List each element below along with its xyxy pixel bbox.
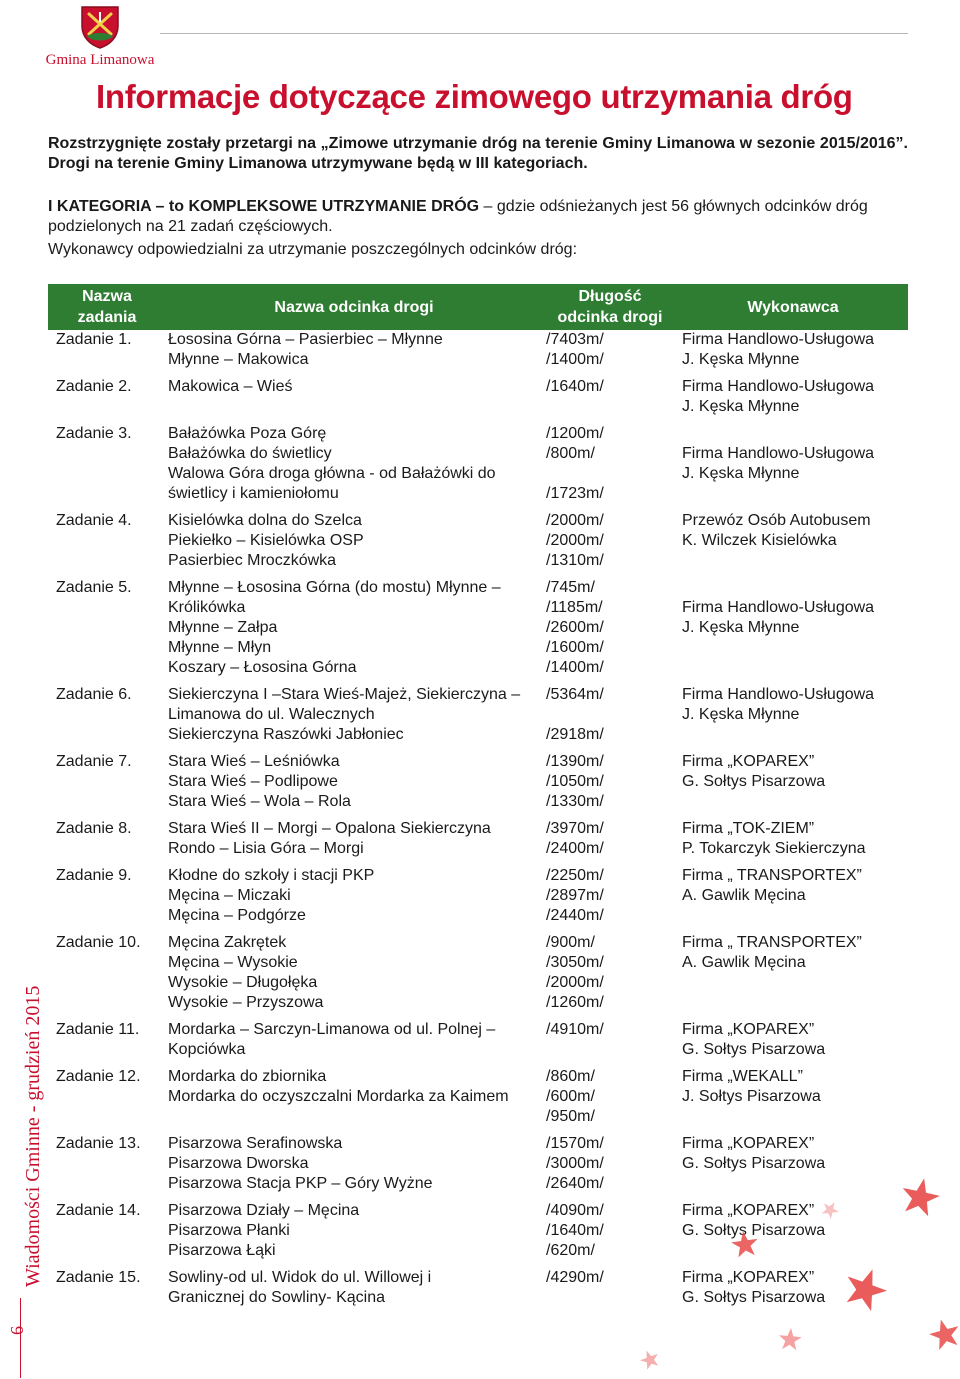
contractor-line: J. Kęska Młynne	[682, 465, 800, 482]
contractor-line: Firma „KOPAREX”	[682, 1021, 815, 1038]
task-cell	[48, 424, 162, 511]
road-segment: Pisarzowa Płanki	[168, 1222, 290, 1239]
road-length: /900m/	[546, 934, 595, 951]
contractor-line: J. Kęska Młynne	[682, 619, 800, 636]
task-cell	[48, 377, 162, 424]
length-cell	[544, 424, 678, 511]
contractor-cell	[678, 330, 908, 377]
road-cell	[162, 1134, 544, 1201]
contractor-line: G. Sołtys Pisarzowa	[682, 1041, 826, 1058]
contractor-line: Firma Handlowo-Usługowa	[682, 686, 875, 703]
task-cell	[48, 866, 162, 933]
road-segment: Siekierczyna Raszówki Jabłoniec	[168, 726, 404, 743]
road-segment: Kisielówka dolna do Szelca	[168, 512, 362, 529]
task-name: Zadanie 11.	[56, 1021, 140, 1038]
length-cell	[544, 933, 678, 1020]
road-cell	[162, 424, 544, 511]
task-name: Zadanie 3.	[56, 425, 132, 442]
road-length: /3050m/	[546, 954, 604, 971]
road-segment: Łososina Górna – Pasierbiec – Młynne	[168, 331, 443, 348]
contractor-line: Firma „ TRANSPORTEX”	[682, 934, 862, 951]
category-title: I KATEGORIA – to KOMPLEKSOWE UTRZYMANIE DRÓG	[48, 198, 480, 215]
road-length: /3970m/	[546, 820, 604, 837]
road-cell	[162, 1201, 544, 1268]
contractor-line: Firma Handlowo-Usługowa	[682, 331, 875, 348]
road-segment: Młynne – Makowica	[168, 351, 309, 368]
contractor-line: Firma „KOPAREX”	[682, 1135, 815, 1152]
road-length: /1200m/	[546, 425, 604, 442]
road-segment: Sowliny-od ul. Widok do ul. Willowej i	[168, 1269, 432, 1286]
road-segment: Koszary – Łososina Górna	[168, 659, 357, 676]
road-length: /2640m/	[546, 1175, 604, 1192]
road-segment: Stara Wieś – Wola – Rola	[168, 793, 351, 810]
table-row	[48, 819, 908, 866]
length-cell	[544, 866, 678, 933]
contractor-line: G. Sołtys Pisarzowa	[682, 1155, 826, 1172]
contractors-intro: Wykonawcy odpowiedzialni za utrzymanie poszczególnych odcinków dróg:	[48, 241, 578, 258]
road-segment: Pasierbiec Mroczkówka	[168, 552, 337, 569]
road-cell	[162, 866, 544, 933]
road-length: /2600m/	[546, 619, 604, 636]
task-name: Zadanie 8.	[56, 820, 132, 837]
contractor-line: Firma „TOK-ZIEM”	[682, 820, 815, 837]
road-length: /1390m/	[546, 753, 604, 770]
road-segment: Kopciówka	[168, 1041, 246, 1058]
road-length: /5364m/	[546, 686, 604, 703]
road-length: /1723m/	[546, 485, 604, 502]
road-segment: Wysokie – Długołęka	[168, 974, 318, 991]
road-segment: świetlicy i kamieniołomu	[168, 485, 339, 502]
contractor-cell	[678, 511, 908, 578]
road-length: /4290m/	[546, 1269, 604, 1286]
road-length: /2250m/	[546, 867, 604, 884]
contractor-line: Firma Handlowo-Usługowa	[682, 378, 875, 395]
road-segment: Mordarka – Sarczyn-Limanowa od ul. Polnej –	[168, 1021, 496, 1038]
task-name: Zadanie 13.	[56, 1135, 141, 1152]
road-segment: Stara Wieś – Leśniówka	[168, 753, 340, 770]
road-segment: Rondo – Lisia Góra – Morgi	[168, 840, 364, 857]
road-length: /860m/	[546, 1068, 595, 1085]
road-length	[546, 705, 674, 725]
table-row	[48, 1020, 908, 1067]
road-cell	[162, 1020, 544, 1067]
publication-label: Wiadomości Gminne - grudzień 2015	[22, 985, 44, 1287]
intro-paragraph: Rozstrzygnięte zostały przetargi na „Zimowe utrzymanie dróg na terenie Gminy Limanowa w sezonie 2015/2016”. Drogi na terenie Gminy Limanowa utrzymywane będą w III kategoriach.	[48, 135, 908, 172]
contractor-line: G. Sołtys Pisarzowa	[682, 1289, 826, 1306]
task-name: Zadanie 5.	[56, 579, 132, 596]
contractor-line: J. Kęska Młynne	[682, 398, 800, 415]
road-length: /2000m/	[546, 512, 604, 529]
task-cell	[48, 1020, 162, 1067]
road-segment: Siekierczyna I –Stara Wieś-Majeż, Siekierczyna –	[168, 686, 521, 703]
contractor-line: Przewóz Osób Autobusem	[682, 512, 871, 529]
road-segment: Makowica – Wieś	[168, 378, 293, 395]
road-segment: Walowa Góra droga główna - od Bałażówki do	[168, 465, 496, 482]
road-cell	[162, 685, 544, 752]
road-length: /1640m/	[546, 378, 604, 395]
task-cell	[48, 1201, 162, 1268]
road-segment: Piekiełko – Kisielówka OSP	[168, 532, 364, 549]
table-row	[48, 424, 908, 511]
table-row	[48, 685, 908, 752]
category-description: – gdzie odśnieżanych jest 56 głównych odcinków dróg podzielonych na 21 zadań częściowych.	[48, 198, 868, 235]
table-row	[48, 578, 908, 685]
road-segment: Wysokie – Przyszowa	[168, 994, 324, 1011]
task-name: Zadanie 7.	[56, 753, 132, 770]
roads-table	[48, 284, 908, 1315]
road-length: /2000m/	[546, 532, 604, 549]
roads-table-body	[48, 330, 908, 1315]
contractor-line: A. Gawlik Męcina	[682, 887, 806, 904]
road-length: /1640m/	[546, 1222, 604, 1239]
contractor-cell	[678, 424, 908, 511]
contractor-line: Firma Handlowo-Usługowa	[682, 599, 875, 616]
road-cell	[162, 578, 544, 685]
road-length: /2000m/	[546, 974, 604, 991]
contractor-line: Firma „ TRANSPORTEX”	[682, 867, 862, 884]
contractor-cell	[678, 866, 908, 933]
road-length: /800m/	[546, 445, 595, 462]
header-divider	[160, 33, 908, 34]
logo-text: Gmina Limanowa	[45, 52, 155, 68]
road-cell	[162, 511, 544, 578]
contractor-cell	[678, 377, 908, 424]
task-name: Zadanie 10.	[56, 934, 141, 951]
task-name: Zadanie 1.	[56, 331, 132, 348]
length-cell	[544, 1020, 678, 1067]
contractor-cell	[678, 752, 908, 819]
header-contractor: Wykonawca	[678, 284, 908, 330]
road-length: /745m/	[546, 579, 595, 596]
road-length: /2400m/	[546, 840, 604, 857]
table-row	[48, 377, 908, 424]
road-cell	[162, 819, 544, 866]
length-cell	[544, 330, 678, 377]
contractor-line: Firma „KOPAREX”	[682, 1202, 815, 1219]
task-name: Zadanie 2.	[56, 378, 132, 395]
road-length: /1185m/	[546, 599, 603, 616]
road-length: /7403m/	[546, 331, 604, 348]
road-length: /4910m/	[546, 1021, 604, 1038]
road-segment: Bałażówka do świetlicy	[168, 445, 332, 462]
page-title: Informacje dotyczące zimowego utrzymania dróg	[96, 78, 853, 115]
task-name: Zadanie 12.	[56, 1068, 141, 1085]
road-length: /950m/	[546, 1108, 595, 1125]
star-icon	[898, 1174, 943, 1217]
contractor-cell	[678, 578, 908, 685]
contractor-line: J. Kęska Młynne	[682, 706, 800, 723]
contractor-line: Firma „KOPAREX”	[682, 1269, 815, 1286]
contractor-cell	[678, 933, 908, 1020]
category-paragraph	[48, 197, 908, 237]
road-cell	[162, 933, 544, 1020]
contractor-line: P. Tokarczyk Siekierczyna	[682, 840, 866, 857]
road-cell	[162, 1268, 544, 1315]
road-length: /3000m/	[546, 1155, 604, 1172]
road-segment: Pisarzowa Serafinowska	[168, 1135, 343, 1152]
sidebar-divider	[20, 1298, 21, 1378]
task-cell	[48, 1268, 162, 1315]
length-cell	[544, 511, 678, 578]
task-cell	[48, 1134, 162, 1201]
contractor-line: A. Gawlik Męcina	[682, 954, 806, 971]
star-icon	[730, 1229, 760, 1258]
contractor-cell	[678, 685, 908, 752]
task-cell	[48, 330, 162, 377]
length-cell	[544, 685, 678, 752]
task-name: Zadanie 15.	[56, 1269, 141, 1286]
road-cell	[162, 330, 544, 377]
gmina-logo	[44, 4, 156, 69]
road-length: /2897m/	[546, 887, 604, 904]
road-length: /1260m/	[546, 994, 604, 1011]
road-segment: Męcina – Wysokie	[168, 954, 298, 971]
road-length: /2440m/	[546, 907, 604, 924]
table-header-row	[48, 284, 908, 330]
road-segment: Pisarzowa Stacja PKP – Góry Wyżne	[168, 1175, 433, 1192]
road-length: /1400m/	[546, 351, 604, 368]
road-length: /1050m/	[546, 773, 604, 790]
road-segment: Kłodne do szkoły i stacji PKP	[168, 867, 375, 884]
page-number: 6	[7, 1326, 27, 1335]
road-length: /620m/	[546, 1242, 595, 1259]
road-segment: Męcina – Miczaki	[168, 887, 291, 904]
star-icon	[638, 1347, 662, 1371]
contractor-line: J. Sołtys Pisarzowa	[682, 1088, 821, 1105]
road-segment: Młynne – Łososina Górna (do mostu) Młynne –	[168, 579, 501, 596]
road-length: /600m/	[546, 1088, 595, 1105]
road-segment: Pisarzowa Dworska	[168, 1155, 309, 1172]
header-length: Długość odcinka drogi	[544, 284, 678, 330]
task-name: Zadanie 6.	[56, 686, 132, 703]
contractor-cell	[678, 819, 908, 866]
contractor-line: Firma Handlowo-Usługowa	[682, 445, 875, 462]
road-segment: Męcina – Podgórze	[168, 907, 306, 924]
road-segment: Stara Wieś – Podlipowe	[168, 773, 338, 790]
task-name: Zadanie 4.	[56, 512, 132, 529]
length-cell	[544, 819, 678, 866]
star-icon	[839, 1262, 892, 1314]
task-cell	[48, 578, 162, 685]
task-cell	[48, 1067, 162, 1134]
decorative-stars	[590, 1170, 960, 1379]
contractor-line	[682, 578, 904, 598]
table-row	[48, 752, 908, 819]
road-length: /2918m/	[546, 726, 604, 743]
road-segment: Pisarzowa Działy – Męcina	[168, 1202, 360, 1219]
road-length: /1570m/	[546, 1135, 604, 1152]
road-length: /1400m/	[546, 659, 604, 676]
task-cell	[48, 752, 162, 819]
road-segment: Męcina Zakrętek	[168, 934, 287, 951]
road-segment: Bałażówka Poza Górę	[168, 425, 327, 442]
table-row	[48, 933, 908, 1020]
road-segment: Pisarzowa Łąki	[168, 1242, 276, 1259]
road-length: /1600m/	[546, 639, 604, 656]
road-segment: Stara Wieś II – Morgi – Opalona Siekierczyna	[168, 820, 491, 837]
table-row	[48, 511, 908, 578]
coat-of-arms-icon	[77, 4, 123, 50]
road-segment: Młynne – Załpa	[168, 619, 278, 636]
task-cell	[48, 685, 162, 752]
task-cell	[48, 819, 162, 866]
contractor-line: G. Sołtys Pisarzowa	[682, 1222, 826, 1239]
road-cell	[162, 1067, 544, 1134]
contractor-line: Firma „WEKALL”	[682, 1068, 803, 1085]
task-cell	[48, 511, 162, 578]
star-icon	[778, 1327, 803, 1351]
length-cell	[544, 1067, 678, 1134]
table-row	[48, 1067, 908, 1134]
road-cell	[162, 752, 544, 819]
road-length: /4090m/	[546, 1202, 604, 1219]
table-row	[48, 330, 908, 377]
contractor-line: Firma „KOPAREX”	[682, 753, 815, 770]
contractor-cell	[678, 1020, 908, 1067]
length-cell	[544, 578, 678, 685]
contractor-cell	[678, 1067, 908, 1134]
road-segment: Mordarka do oczyszczalni Mordarka za Kaimem	[168, 1088, 509, 1105]
road-segment: Królikówka	[168, 599, 246, 616]
star-icon	[926, 1316, 960, 1352]
road-length	[546, 464, 674, 484]
header-road: Nazwa odcinka drogi	[162, 284, 544, 330]
header-task: Nazwa zadania	[48, 284, 162, 330]
star-icon	[819, 1198, 842, 1221]
contractor-line: J. Kęska Młynne	[682, 351, 800, 368]
contractor-line: G. Sołtys Pisarzowa	[682, 773, 826, 790]
road-segment: Granicznej do Sowliny- Kącina	[168, 1289, 385, 1306]
task-cell	[48, 933, 162, 1020]
road-segment: Mordarka do zbiornika	[168, 1068, 327, 1085]
length-cell	[544, 377, 678, 424]
length-cell	[544, 752, 678, 819]
table-row	[48, 866, 908, 933]
contractor-line	[682, 424, 904, 444]
road-length: /1330m/	[546, 793, 604, 810]
contractor-line: K. Wilczek Kisielówka	[682, 532, 837, 549]
road-cell	[162, 377, 544, 424]
road-segment: Młynne – Młyn	[168, 639, 272, 656]
road-length: /1310m/	[546, 552, 604, 569]
task-name: Zadanie 9.	[56, 867, 132, 884]
task-name: Zadanie 14.	[56, 1202, 141, 1219]
road-segment: Limanowa do ul. Walecznych	[168, 706, 375, 723]
